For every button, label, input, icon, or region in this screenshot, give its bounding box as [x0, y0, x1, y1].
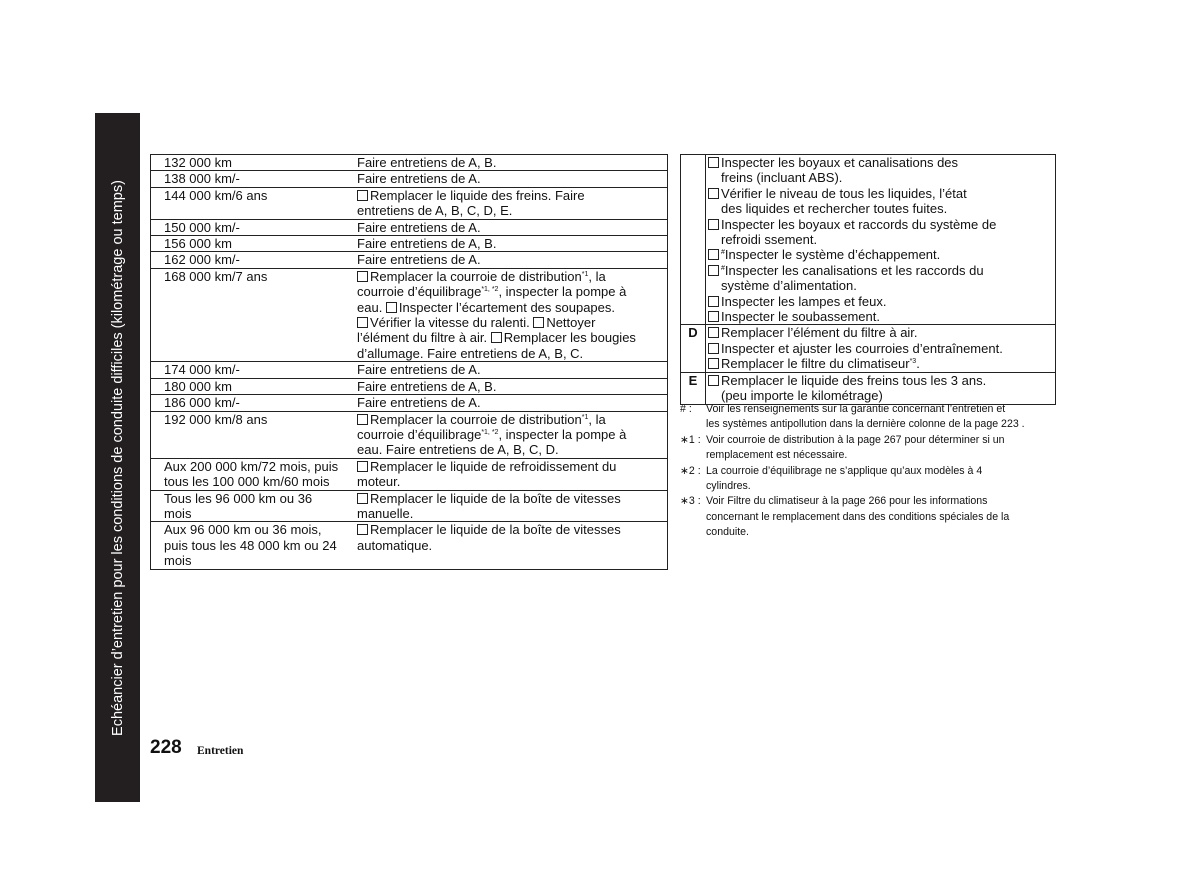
footnote-mark: ∗1 :	[680, 433, 701, 446]
task-line: Faire entretiens de A.	[357, 362, 481, 378]
schedule-row	[151, 187, 668, 219]
task-line: d’allumage. Faire entretiens de A, B, C.	[357, 345, 584, 361]
task-line: automatique.	[357, 537, 433, 553]
item-code: E	[681, 372, 706, 404]
checkbox-icon	[708, 219, 719, 230]
footnote-line: remplacement est nécessaire.	[706, 449, 848, 462]
checkbox-icon	[708, 188, 719, 199]
item-line: Remplacer le filtre du climatiseur$^{*3}$.	[708, 356, 1055, 371]
checkbox-icon	[708, 296, 719, 307]
item-code	[681, 155, 706, 325]
checkbox-icon	[386, 302, 397, 313]
checkbox-icon	[357, 414, 368, 425]
footnote-line: Voir Filtre du climatiseur à la page 266 pour les informations	[706, 495, 988, 508]
footnote	[680, 464, 1065, 495]
schedule-row	[151, 236, 668, 252]
task-line: Remplacer la courroie de distribution$^{*1}$, la	[357, 269, 661, 284]
task-cell	[357, 155, 668, 171]
mileage-line: puis tous les 48 000 km ou 24	[164, 537, 337, 553]
item-list	[706, 155, 1056, 325]
footnote-line: Voir les renseignements sur la garantie concernant l’entretien et	[706, 403, 1006, 415]
schedule-row	[151, 252, 668, 268]
mileage-cell	[151, 522, 358, 569]
task-cell	[357, 458, 668, 490]
mileage-cell	[151, 219, 358, 235]
task-cell	[357, 219, 668, 235]
checkbox-icon	[708, 249, 719, 260]
item-line: Vérifier le niveau de tous les liquides, l’état	[708, 186, 1055, 201]
mileage-cell	[151, 187, 358, 219]
mileage-cell	[151, 378, 358, 394]
task-cell	[357, 268, 668, 361]
footnote-ref: *1, *2	[481, 286, 499, 294]
checkbox-icon	[708, 265, 719, 276]
schedule-row	[151, 378, 668, 394]
footnote	[680, 433, 1065, 464]
task-cell	[357, 252, 668, 268]
mileage-line: 138 000 km/-	[164, 171, 240, 187]
mileage-cell	[151, 268, 358, 361]
item-list	[706, 372, 1056, 404]
footnotes	[680, 402, 1065, 541]
checkbox-icon	[357, 524, 368, 535]
item-line: #Inspecter le système d’échappement.	[708, 247, 1055, 262]
schedule-row	[151, 362, 668, 378]
task-line: l’élément du filtre à air. Remplacer les bougies	[357, 330, 636, 346]
schedule-row	[151, 219, 668, 235]
task-cell	[357, 236, 668, 252]
task-line: eau. Inspecter l’écartement des soupapes.	[357, 299, 616, 315]
mileage-line: 180 000 km	[164, 378, 232, 394]
checkbox-icon	[708, 327, 719, 338]
task-line: Faire entretiens de A, B.	[357, 155, 497, 170]
footnote-ref: *1, *2	[481, 428, 499, 436]
task-line: courroie d’équilibrage$^{*1, *2}$, inspecter la pompe à	[357, 426, 627, 442]
mileage-line: mois	[164, 505, 192, 521]
task-line: Remplacer le liquide des freins. Faire	[357, 188, 661, 203]
checkbox-icon	[708, 157, 719, 168]
checkbox-icon	[357, 271, 368, 282]
task-cell	[357, 411, 668, 458]
task-line: manuelle.	[357, 505, 414, 521]
item-line: Inspecter les boyaux et canalisations des	[708, 155, 1055, 170]
checkbox-icon	[708, 311, 719, 322]
item-line: Remplacer le liquide des freins tous les 3 ans.	[708, 373, 1055, 388]
footnote-line: Voir courroie de distribution à la page 267 pour déterminer si un	[706, 433, 1005, 446]
mileage-line: Aux 96 000 km ou 36 mois,	[164, 522, 322, 538]
footnote-ref: *1	[581, 270, 589, 278]
item-line: Inspecter les boyaux et raccords du système de	[708, 217, 1055, 232]
task-line: eau. Faire entretiens de A, B, C, D.	[357, 442, 559, 458]
mileage-cell	[151, 490, 358, 522]
item-code: D	[681, 325, 706, 372]
mileage-line: Aux 200 000 km/72 mois, puis	[164, 458, 339, 474]
checkbox-icon	[708, 343, 719, 354]
task-line: Vérifier la vitesse du ralenti. Nettoyer	[357, 315, 661, 330]
section-name: Entretien	[197, 745, 244, 757]
footnote-line: concernant le remplacement dans des conditions spéciales de la	[706, 510, 1010, 523]
footnote-line: les systèmes antipollution dans la dernière colonne de la page 223 .	[706, 418, 1025, 431]
task-line: Faire entretiens de A.	[357, 171, 481, 187]
maintenance-schedule-table	[150, 154, 668, 570]
task-line: Remplacer le liquide de la boîte de vitesses	[357, 522, 661, 537]
schedule-row	[151, 522, 668, 569]
footnote-line: La courroie d’équilibrage ne s’applique qu’aux modèles à 4	[706, 464, 983, 477]
item-line: #Inspecter les canalisations et les raccords du	[708, 263, 1055, 278]
checkbox-icon	[357, 493, 368, 504]
hash-mark: #	[721, 249, 725, 257]
mileage-line: 174 000 km/-	[164, 362, 240, 378]
items-row	[681, 372, 1056, 404]
mileage-line: 144 000 km/6 ans	[164, 187, 268, 203]
checkbox-icon	[491, 332, 502, 343]
mileage-cell	[151, 458, 358, 490]
schedule-row	[151, 395, 668, 411]
side-tab	[95, 113, 140, 802]
page-number: 228	[150, 737, 182, 758]
footnote-mark: ∗3 :	[680, 495, 701, 508]
task-line: Remplacer le liquide de la boîte de vitesses	[357, 491, 661, 506]
footnote-line: conduite.	[706, 526, 749, 539]
task-cell	[357, 522, 668, 569]
schedule-row	[151, 411, 668, 458]
item-line: (peu importe le kilométrage)	[721, 388, 883, 404]
mileage-cell	[151, 236, 358, 252]
task-cell	[357, 490, 668, 522]
item-list	[706, 325, 1056, 372]
footnote-line: cylindres.	[706, 480, 751, 493]
task-cell	[357, 362, 668, 378]
task-line: Faire entretiens de A.	[357, 219, 481, 235]
schedule-row	[151, 458, 668, 490]
schedule-row	[151, 171, 668, 187]
task-cell	[357, 171, 668, 187]
checkbox-icon	[357, 190, 368, 201]
footnote-mark: # :	[680, 403, 692, 415]
task-line: entretiens de A, B, C, D, E.	[357, 203, 513, 219]
item-line: Inspecter les lampes et feux.	[708, 294, 1055, 309]
schedule-row	[151, 268, 668, 361]
checkbox-icon	[533, 317, 544, 328]
task-line: Faire entretiens de A.	[357, 252, 481, 268]
hash-mark: #	[721, 264, 725, 272]
item-line: Inspecter le soubassement.	[708, 309, 1055, 324]
mileage-cell	[151, 252, 358, 268]
task-line: moteur.	[357, 474, 401, 490]
item-line: Remplacer l’élément du filtre à air.	[708, 325, 1055, 340]
item-line: Inspecter et ajuster les courroies d’entraînement.	[708, 341, 1055, 356]
items-row	[681, 155, 1056, 325]
mileage-line: mois	[164, 553, 192, 569]
task-line: Remplacer la courroie de distribution$^{*1}$, la	[357, 412, 661, 427]
mileage-line: 186 000 km/-	[164, 395, 240, 411]
mileage-line: 156 000 km	[164, 236, 232, 252]
task-line: Faire entretiens de A.	[357, 395, 481, 411]
mileage-line: 132 000 km	[164, 155, 232, 170]
mileage-cell	[151, 155, 358, 171]
task-line: courroie d’équilibrage$^{*1, *2}$, inspecter la pompe à	[357, 284, 627, 300]
task-line: Faire entretiens de A, B.	[357, 236, 497, 252]
checkbox-icon	[357, 317, 368, 328]
maintenance-items-table	[680, 154, 1056, 405]
items-row	[681, 325, 1056, 372]
footnote	[680, 494, 1065, 540]
task-cell	[357, 187, 668, 219]
task-line: Faire entretiens de A, B.	[357, 378, 497, 394]
footnote	[680, 402, 1065, 433]
checkbox-icon	[357, 461, 368, 472]
item-line: freins (incluant ABS).	[721, 170, 843, 186]
mileage-line: 168 000 km/7 ans	[164, 268, 268, 284]
task-line: Remplacer le liquide de refroidissement du	[357, 459, 661, 474]
footnote-ref: *1	[581, 413, 589, 421]
footnote-mark: ∗2 :	[680, 464, 701, 477]
mileage-line: 162 000 km/-	[164, 252, 240, 268]
mileage-line: 192 000 km/8 ans	[164, 411, 268, 427]
mileage-cell	[151, 362, 358, 378]
checkbox-icon	[708, 358, 719, 369]
footnote-ref: *3	[909, 358, 917, 366]
mileage-cell	[151, 395, 358, 411]
schedule-row	[151, 155, 668, 171]
checkbox-icon	[708, 375, 719, 386]
item-line: des liquides et rechercher toutes fuites.	[721, 201, 948, 217]
mileage-line: tous les 100 000 km/60 mois	[164, 474, 330, 490]
mileage-line: Tous les 96 000 km ou 36	[164, 490, 313, 506]
schedule-row	[151, 490, 668, 522]
item-line: système d’alimentation.	[721, 278, 857, 294]
side-tab-title: Echéancier d’entretien pour les conditions de conduite difficiles (kilométrage ou temps)	[109, 179, 126, 736]
mileage-cell	[151, 171, 358, 187]
task-cell	[357, 378, 668, 394]
task-cell	[357, 395, 668, 411]
item-line: refroidi ssement.	[721, 232, 818, 248]
mileage-line: 150 000 km/-	[164, 219, 240, 235]
mileage-cell	[151, 411, 358, 458]
